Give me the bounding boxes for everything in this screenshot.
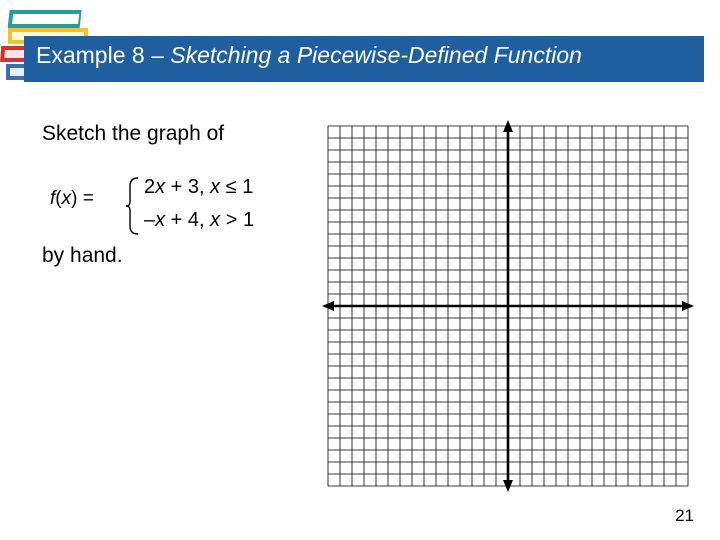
piecewise-brace bbox=[124, 176, 140, 236]
case-one: 2x + 3, x ≤ 1 bbox=[144, 176, 254, 198]
footer-text: by hand. bbox=[42, 244, 123, 267]
slide-title: Example 8 – Sketching a Piecewise-Defined Function bbox=[36, 42, 582, 68]
function-label: f(x) = bbox=[50, 188, 94, 209]
coordinate-grid bbox=[320, 118, 700, 498]
case-two: –x + 4, x > 1 bbox=[144, 209, 255, 231]
prompt-text: Sketch the graph of bbox=[42, 122, 225, 145]
page-number: 21 bbox=[675, 506, 694, 525]
